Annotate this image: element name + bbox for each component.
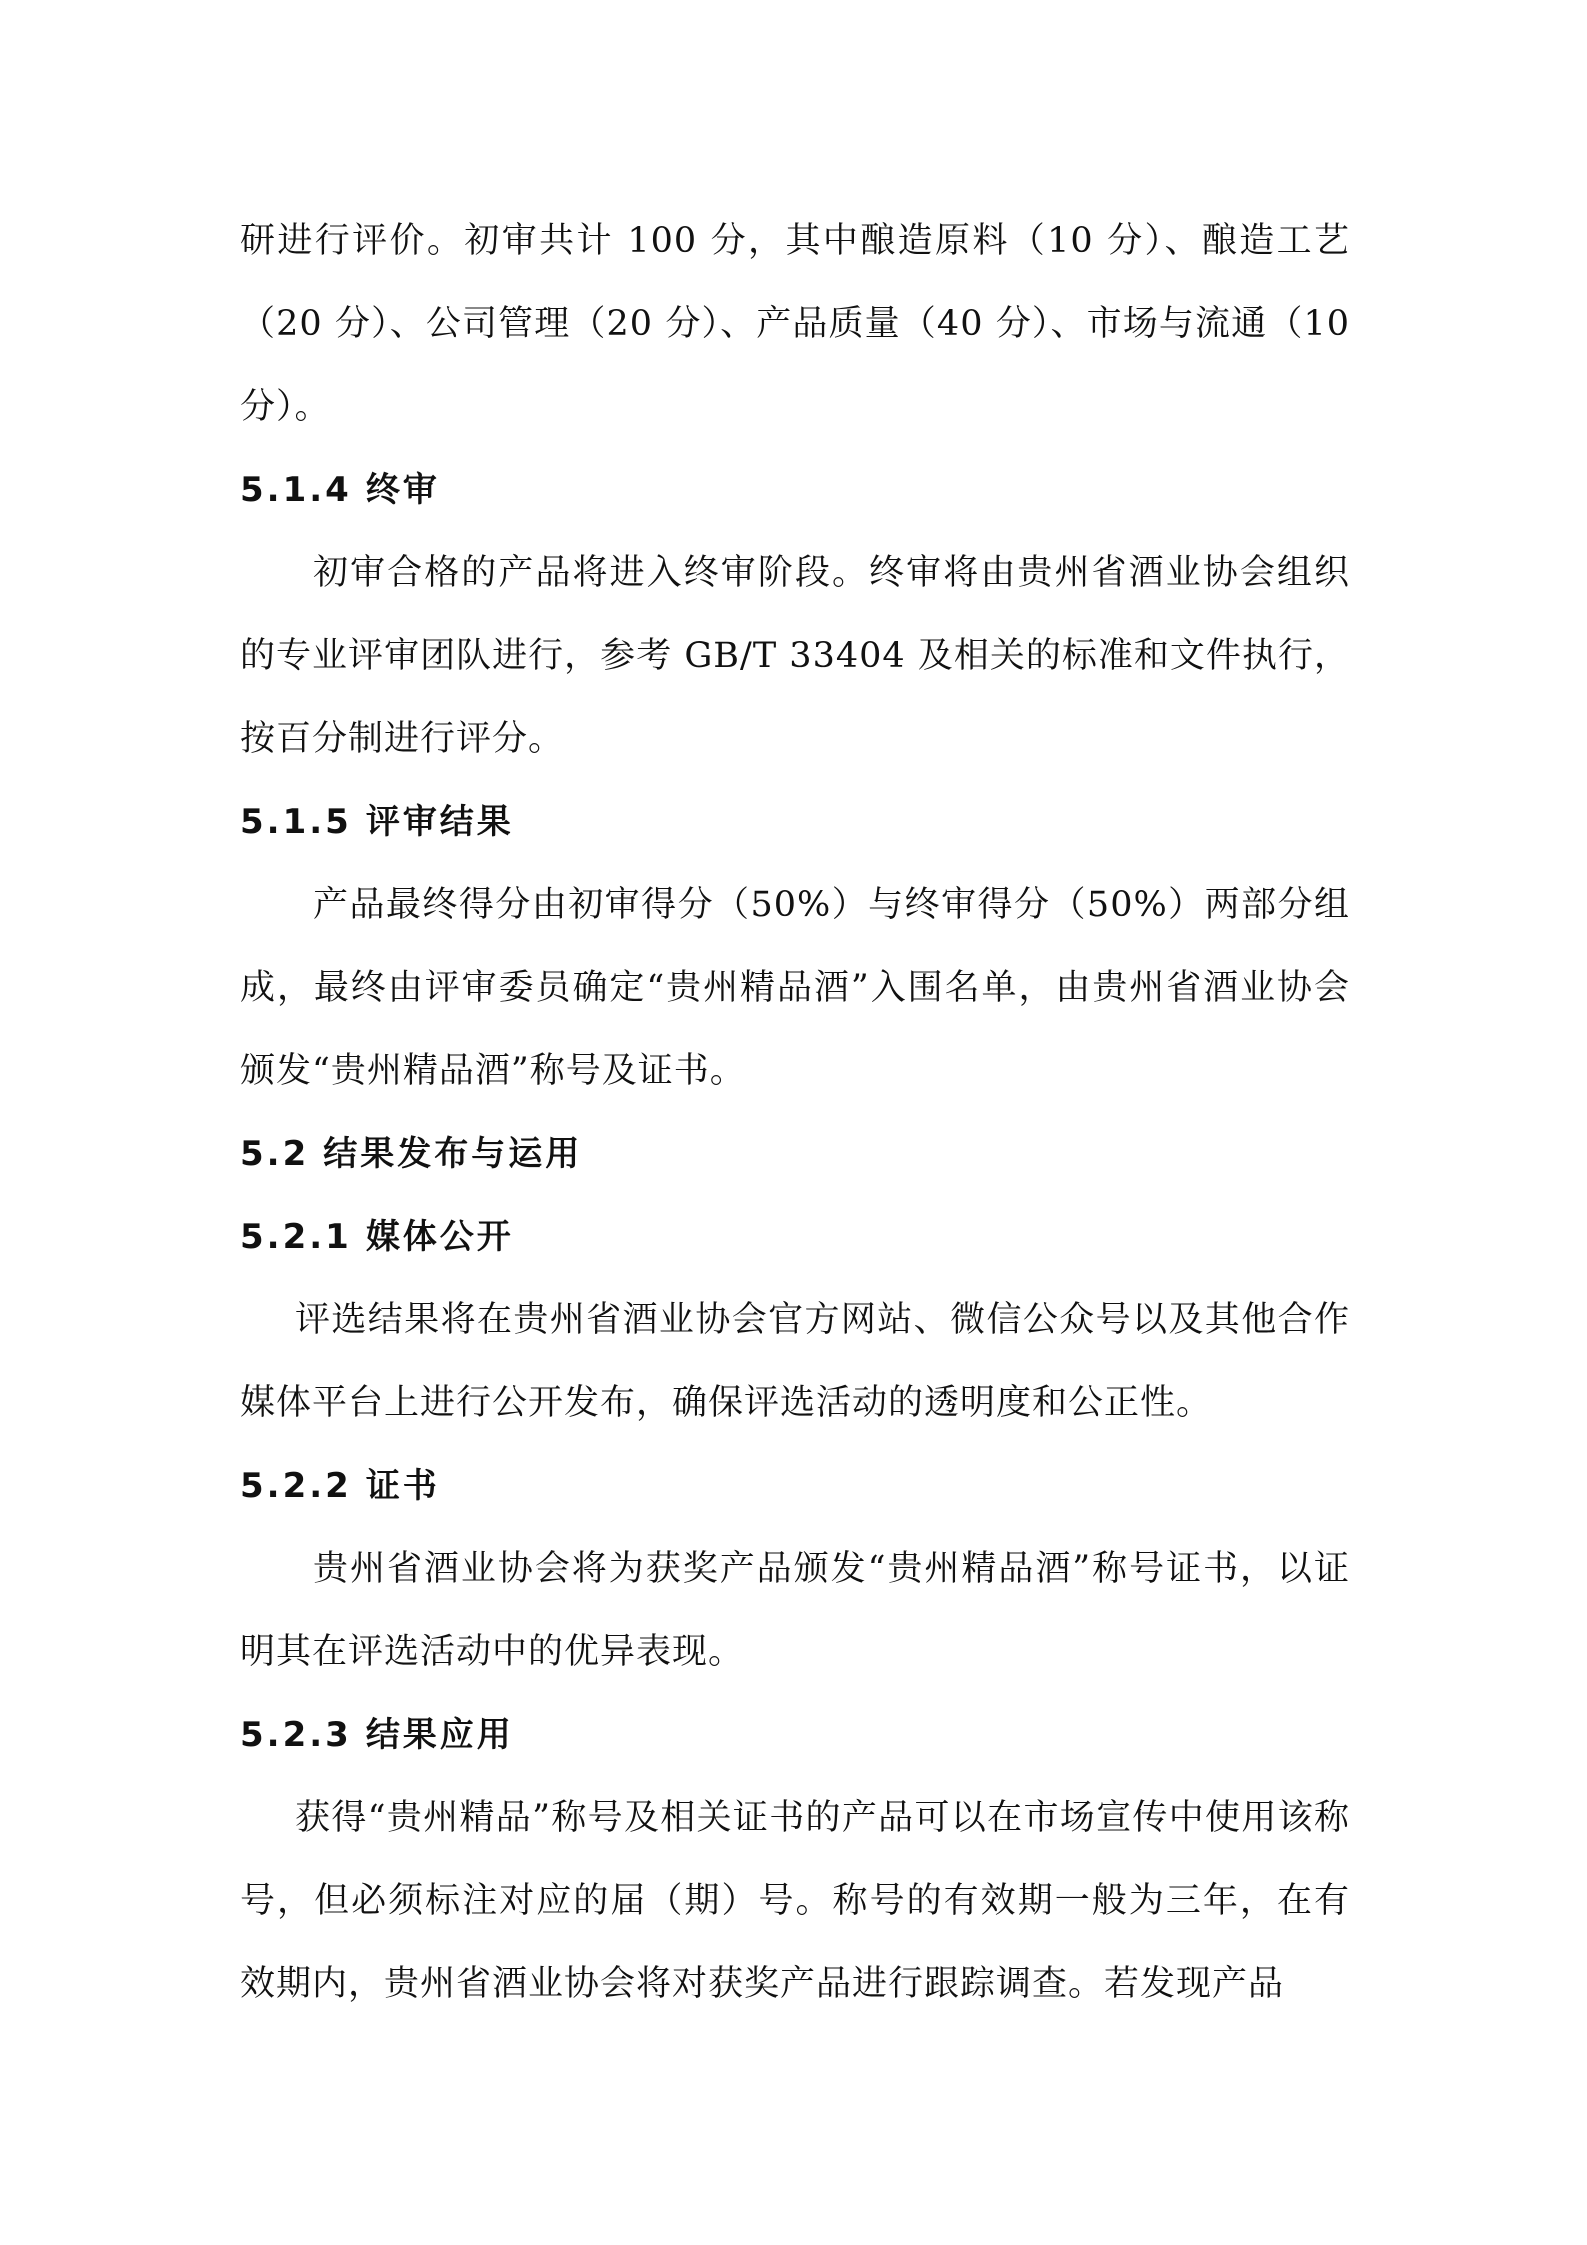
section-heading-5-2-1 [240, 1196, 1350, 1279]
section-heading-5-2 [240, 1113, 1350, 1196]
section-number: 5.2.1 [240, 1217, 352, 1257]
intro-paragraph: 研进行评价。初审共计 100 分，其中酿造原料（10 分）、酿造工艺（20 分）、公司管理（20 分）、产品质量（40 分）、市场与流通（10 分）。 [240, 221, 1350, 427]
section-title: 终审 [365, 470, 440, 510]
section-title: 媒体公开 [365, 1217, 514, 1257]
section-paragraph-5-2-1: 评选结果将在贵州省酒业协会官方网站、微信公众号以及其他合作媒体平台上进行公开发布，确保评选活动的透明度和公正性。 [240, 1300, 1350, 1423]
section-paragraph-5-2-3: 获得“贵州精品”称号及相关证书的产品可以在市场宣传中使用该称号，但必须标注对应的届（期）号。称号的有效期一般为三年，在有效期内，贵州省酒业协会将对获奖产品进行跟踪调查。若发现产品 [240, 1798, 1350, 2004]
section-heading-5-1-4 [240, 449, 1350, 532]
section-title: 评审结果 [365, 802, 514, 842]
document-body [240, 200, 1350, 2026]
section-number: 5.1.4 [240, 470, 352, 510]
section-heading-5-1-5 [240, 781, 1350, 864]
section-title: 证书 [365, 1466, 440, 1506]
section-title: 结果应用 [365, 1715, 514, 1755]
section-number: 5.2 [240, 1134, 310, 1174]
section-number: 5.1.5 [240, 802, 352, 842]
section-title: 结果发布与运用 [323, 1134, 583, 1174]
section-paragraph-5-2-2: 贵州省酒业协会将为获奖产品颁发“贵州精品酒”称号证书，以证明其在评选活动中的优异表现。 [240, 1549, 1350, 1672]
section-heading-5-2-2 [240, 1445, 1350, 1528]
section-number: 5.2.2 [240, 1466, 352, 1506]
section-paragraph-5-1-4: 初审合格的产品将进入终审阶段。终审将由贵州省酒业协会组织的专业评审团队进行，参考 GB/T 33404 及相关的标准和文件执行，按百分制进行评分。 [240, 553, 1350, 759]
section-heading-5-2-3 [240, 1694, 1350, 1777]
section-number: 5.2.3 [240, 1715, 352, 1755]
section-paragraph-5-1-5: 产品最终得分由初审得分（50%）与终审得分（50%）两部分组成，最终由评审委员确定“贵州精品酒”入围名单，由贵州省酒业协会颁发“贵州精品酒”称号及证书。 [240, 885, 1350, 1091]
